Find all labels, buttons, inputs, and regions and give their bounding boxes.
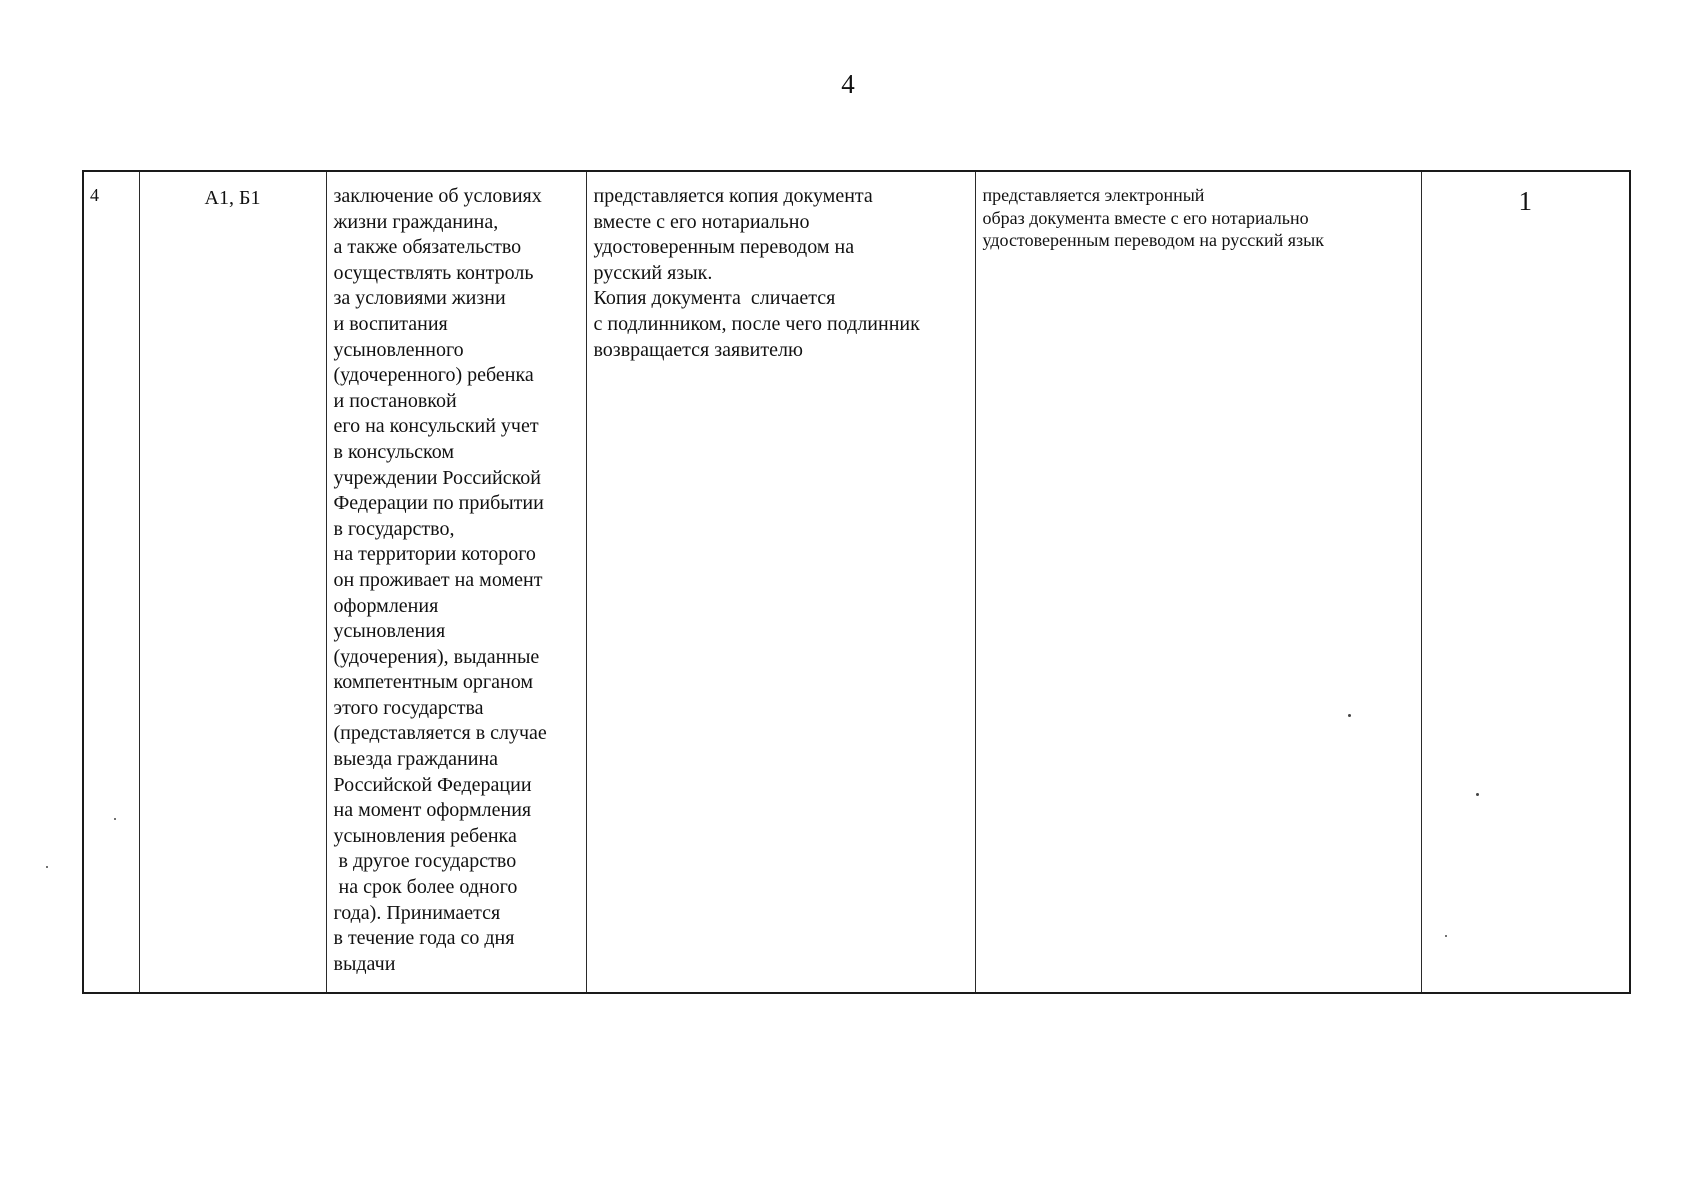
page-number: 4 — [841, 69, 855, 99]
document-description-cell: заключение об условиях жизни гражданина, а также обязательство осуществлять контроль за условиями жизни и воспитания усыновленного (удочеренного) ребенка и постановкой его на консульский учет в консульском учреждении Российской Федерации по прибытии в государство, на территории которого он проживает на момент оформления усыновления (удочерения), выданные компетентным органом этого государства (представляется в случае выезда гражданина Российской Федерации на момент оформления усыновления ребенка в другое государство на срок более одного года). Принимается в течение года со дня выдачи — [326, 171, 586, 993]
requirements-table — [82, 170, 1631, 994]
paper-submission-cell: представляется копия документа вместе с его нотариально удостоверенным переводом на русский язык. Копия документа сличается с подлинником, после чего подлинник возвращается заявителю — [586, 171, 975, 993]
document-count-cell: 1 — [1421, 171, 1630, 993]
scan-speck — [114, 818, 116, 820]
table-row — [83, 171, 1630, 993]
scan-speck — [1348, 714, 1351, 717]
category-codes-cell: А1, Б1 — [139, 171, 326, 993]
scan-speck — [1445, 935, 1447, 937]
scan-speck — [1476, 793, 1479, 796]
electronic-submission-cell: представляется электронный образ документа вместе с его нотариально удостоверенным переводом на русский язык — [975, 171, 1421, 993]
row-number-cell: 4 — [83, 171, 139, 993]
scan-speck — [46, 866, 48, 868]
